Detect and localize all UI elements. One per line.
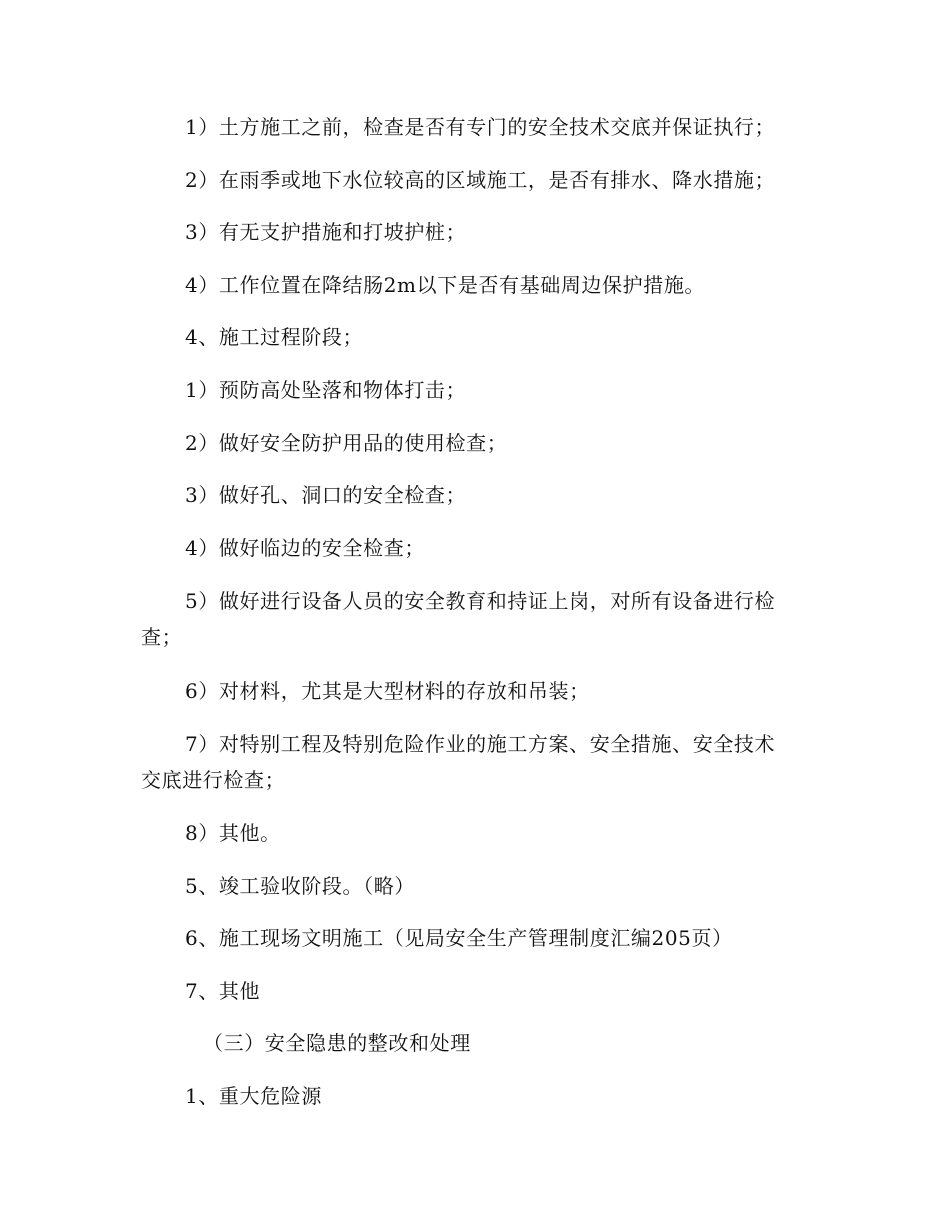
paragraph-line: 6）对材料，尤其是大型材料的存放和吊装； [185, 679, 590, 703]
paragraph-line: 3）做好孔、洞口的安全检查； [185, 483, 467, 507]
paragraph-line: 4）做好临边的安全检查； [185, 536, 425, 560]
section-heading: 5、竣工验收阶段。（略） [185, 874, 415, 898]
paragraph-line: 8）其他。 [185, 821, 281, 845]
paragraph-line: 7）对特别工程及特别危险作业的施工方案、安全措施、安全技术 [185, 732, 776, 756]
paragraph-line-continuation: 交底进行检查； [141, 768, 286, 792]
section-heading: 1、重大危险源 [185, 1084, 322, 1108]
section-heading: 4、施工过程阶段； [185, 325, 364, 349]
paragraph-line: 4）工作位置在降结肠2m以下是否有基础周边保护措施。 [185, 273, 706, 297]
subsection-heading: （三）安全隐患的整改和处理 [203, 1031, 471, 1055]
paragraph-line: 1）土方施工之前，检查是否有专门的安全技术交底并保证执行； [185, 115, 776, 139]
paragraph-line: 5）做好进行设备人员的安全教育和持证上岗，对所有设备进行检 [185, 589, 776, 613]
paragraph-line: 3）有无支护措施和打坡护桩； [185, 220, 467, 244]
section-heading: 6、施工现场文明施工（见局安全生产管理制度汇编205页） [185, 926, 733, 950]
paragraph-line: 2）在雨季或地下水位较高的区域施工，是否有排水、降水措施； [185, 168, 776, 192]
paragraph-line: 2）做好安全防护用品的使用检查； [185, 431, 508, 455]
paragraph-line: 1）预防高处坠落和物体打击； [185, 378, 467, 402]
paragraph-line-continuation: 查； [141, 625, 183, 649]
section-heading: 7、其他 [185, 979, 261, 1003]
